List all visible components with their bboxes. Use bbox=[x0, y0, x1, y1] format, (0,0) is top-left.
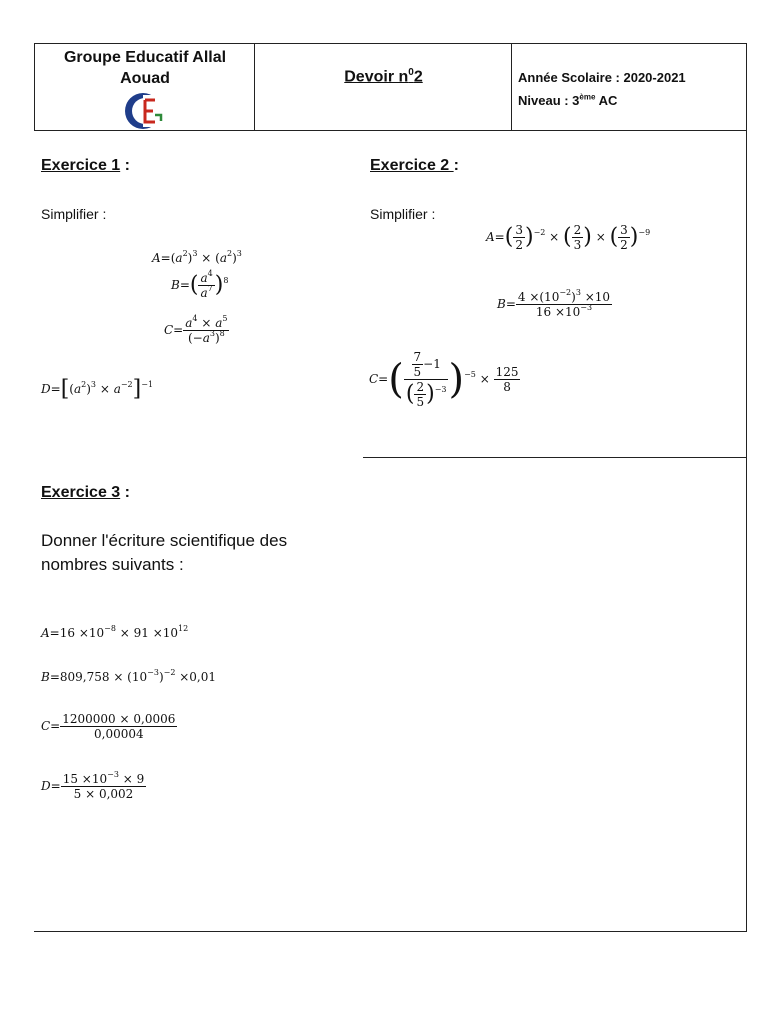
exercise-1-title: Exercice 1 : bbox=[41, 157, 130, 174]
devoir-title: Devoir $n^02$ bbox=[344, 67, 423, 86]
frame-right-border bbox=[746, 130, 747, 932]
exercise-3-title: Exercice 3 : bbox=[41, 484, 130, 501]
info-cell bbox=[512, 44, 747, 130]
exercise-3-instruction: Donner l'écriture scientifique des nombres suivants : bbox=[41, 531, 288, 574]
ex1-expr-d: $D=[(a^2)^3 \times a^{-2}]^{-1}$ bbox=[41, 376, 154, 402]
exercise-1-instruction: Simplifier : bbox=[41, 206, 107, 222]
ex3-expr-a: $A=16 \times 10^{-8} \times 91 \times 10^{12}$ bbox=[41, 624, 189, 640]
ex1-expr-c: C= $\frac{a^4 \times a^5}{(-a^3)^8}$ bbox=[164, 314, 228, 345]
ex3-expr-c: C= $\frac{1200000 \times 0,0006}{0,00004}$ bbox=[41, 712, 176, 741]
school-logo bbox=[121, 91, 171, 131]
ex2-expr-b: B= $\frac{4 \times(10^{-2})^3 \times 10}{16 \times 10^{-3}}$ bbox=[497, 288, 611, 319]
exercise-2-instruction: Simplifier : bbox=[370, 206, 436, 222]
school-year-level bbox=[518, 68, 686, 111]
ex1-expr-b: B=( $\frac{a^4}{a^7}$ )$^8$ bbox=[171, 269, 229, 300]
ex2-expr-a: A=( $\frac{3}{2}$ )$^{-2}$ × ( $\frac{2}{3}$ ) × ( $\frac{3}{2}$ )$^{-9}$ bbox=[486, 223, 651, 252]
ex3-expr-d: D= $\frac{15 \times 10^{-3} \times 9}{5 \times 0,002}$ bbox=[41, 770, 145, 801]
school-cell bbox=[35, 44, 255, 130]
school-name bbox=[35, 47, 255, 89]
ex1-expr-a: $A=(a^2)^3 \times (a^2)^3$ bbox=[152, 249, 242, 265]
exercise-2-title: Exercice 2 : bbox=[370, 157, 459, 174]
ex2-expr-c: C=( $\frac{7}{5}$ −1 ( $\frac{2}{5}$ )$^{-3}$ )$^{-5}$ × $\frac{125}{8}$ bbox=[369, 350, 519, 409]
school-name-line2: Aouad bbox=[120, 70, 170, 87]
ex3-expr-b: $B=809,758 \times (10^{-3})^{-2} \times 0,01$ bbox=[41, 668, 217, 684]
header-table bbox=[34, 43, 747, 131]
title-cell bbox=[255, 44, 512, 130]
section-divider bbox=[363, 457, 747, 458]
frame-bottom-border bbox=[34, 931, 747, 932]
school-name-line1: Groupe Educatif Allal bbox=[63, 49, 227, 66]
school-year: Année Scolaire : 2020-2021 bbox=[518, 70, 686, 85]
level: Niveau : 3ème AC bbox=[518, 93, 618, 109]
